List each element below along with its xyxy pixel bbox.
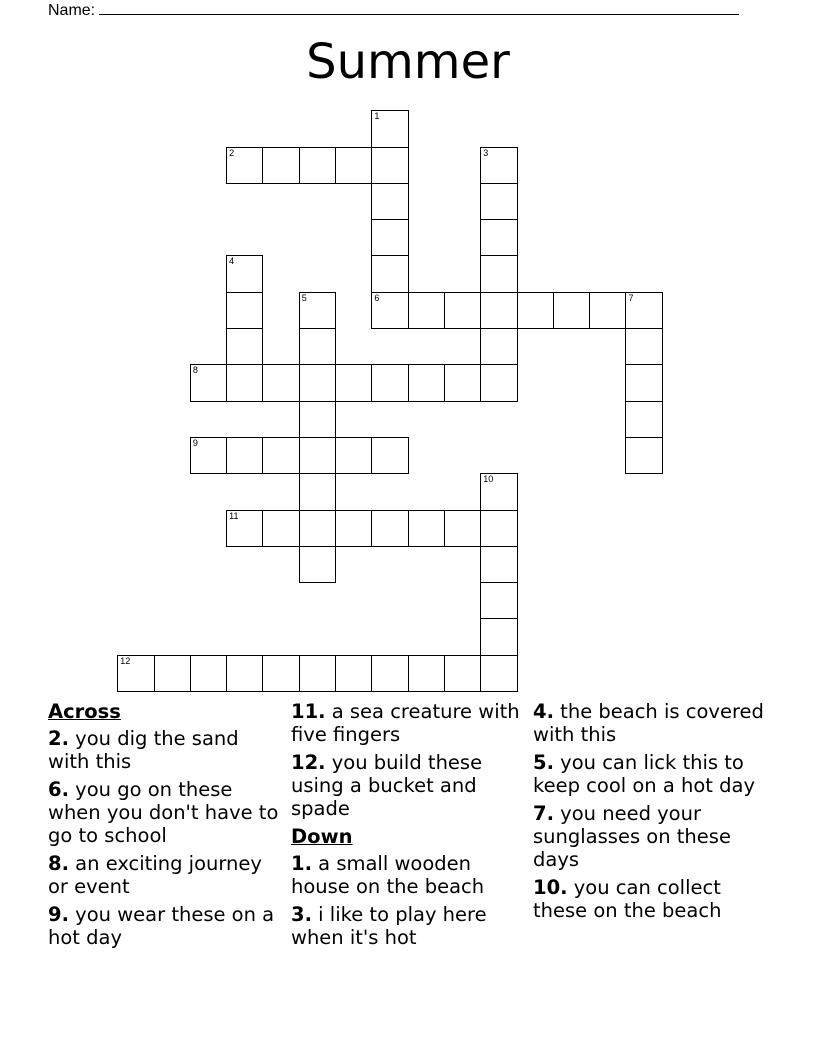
grid-cell[interactable] [226, 510, 263, 547]
clue-text: a small wooden house on the beach [291, 852, 485, 898]
grid-cell[interactable] [226, 437, 263, 474]
clue-number: 4. [533, 700, 554, 723]
grid-cell[interactable] [335, 364, 372, 401]
grid-cell[interactable] [299, 364, 336, 401]
grid-cell[interactable] [262, 364, 299, 401]
grid-cell[interactable] [444, 364, 481, 401]
grid-cell[interactable] [299, 473, 336, 510]
grid-cell[interactable] [371, 437, 408, 474]
grid-cell[interactable] [335, 147, 372, 184]
grid-cell[interactable] [190, 364, 227, 401]
grid-cell[interactable] [299, 292, 336, 329]
puzzle-title: Summer [306, 34, 510, 90]
cell-number: 5 [301, 292, 307, 303]
clue-number: 9. [48, 903, 69, 926]
clue-number: 1. [291, 852, 312, 875]
grid-cell[interactable] [480, 546, 517, 583]
grid-cell[interactable] [480, 328, 517, 365]
grid-cell[interactable] [480, 147, 517, 184]
name-label: Name: [48, 2, 96, 19]
grid-cell[interactable] [408, 510, 445, 547]
grid-cell[interactable] [190, 655, 227, 692]
grid-cell[interactable] [262, 655, 299, 692]
grid-cell[interactable] [480, 292, 517, 329]
grid-cell[interactable] [371, 219, 408, 256]
grid-cell[interactable] [553, 292, 590, 329]
grid-cell[interactable] [371, 255, 408, 292]
grid-cell[interactable] [226, 147, 263, 184]
clue-text: you can collect these on the beach [533, 876, 722, 922]
clue-number: 7. [533, 802, 554, 825]
grid-cell[interactable] [589, 292, 626, 329]
grid-cell[interactable] [625, 292, 662, 329]
grid-cell[interactable] [480, 655, 517, 692]
grid-cell[interactable] [371, 147, 408, 184]
grid-cell[interactable] [299, 328, 336, 365]
grid-cell[interactable] [480, 183, 517, 220]
grid-cell[interactable] [480, 510, 517, 547]
grid-cell[interactable] [299, 510, 336, 547]
clue-item [533, 700, 768, 746]
clue-item [48, 852, 283, 898]
across-heading: Across [48, 700, 121, 723]
clue-item [291, 852, 526, 898]
grid-cell[interactable] [226, 655, 263, 692]
clue-item [291, 903, 526, 949]
clue-text: you dig the sand with this [48, 727, 239, 773]
grid-cell[interactable] [480, 255, 517, 292]
grid-cell[interactable] [335, 437, 372, 474]
grid-cell[interactable] [408, 655, 445, 692]
grid-cell[interactable] [226, 292, 263, 329]
cell-number: 6 [374, 292, 380, 303]
clue-item [291, 700, 526, 746]
clue-number: 5. [533, 751, 554, 774]
down-heading: Down [291, 825, 353, 848]
clue-number: 11. [291, 700, 326, 723]
grid-cell[interactable] [625, 401, 662, 438]
grid-cell[interactable] [262, 437, 299, 474]
grid-cell[interactable] [625, 328, 662, 365]
clue-item [533, 876, 768, 922]
grid-cell[interactable] [335, 655, 372, 692]
grid-cell[interactable] [444, 655, 481, 692]
clue-text: you build these using a bucket and spade [291, 751, 483, 820]
clue-item [48, 778, 283, 847]
grid-cell[interactable] [480, 219, 517, 256]
grid-cell[interactable] [262, 147, 299, 184]
grid-cell[interactable] [117, 655, 154, 692]
grid-cell[interactable] [371, 510, 408, 547]
grid-cell[interactable] [480, 473, 517, 510]
clues-column-3 [533, 700, 768, 927]
cell-number: 11 [229, 510, 239, 521]
grid-cell[interactable] [226, 328, 263, 365]
grid-cell[interactable] [299, 655, 336, 692]
clue-number: 6. [48, 778, 69, 801]
cell-number: 8 [192, 365, 198, 376]
clue-text: i like to play here when it's hot [291, 903, 487, 949]
grid-cell[interactable] [371, 183, 408, 220]
clues-column-1 [48, 700, 283, 954]
grid-cell[interactable] [371, 655, 408, 692]
grid-cell[interactable] [299, 401, 336, 438]
grid-cell[interactable] [625, 437, 662, 474]
grid-cell[interactable] [408, 364, 445, 401]
clue-item [48, 903, 283, 949]
grid-cell[interactable] [371, 110, 408, 147]
grid-cell[interactable] [190, 437, 227, 474]
grid-cell[interactable] [444, 292, 481, 329]
grid-cell[interactable] [480, 618, 517, 655]
grid-cell[interactable] [299, 546, 336, 583]
clue-number: 12. [291, 751, 326, 774]
cell-number: 2 [229, 147, 235, 158]
cell-number: 4 [229, 256, 235, 267]
clues-column-2 [291, 700, 526, 954]
grid-cell[interactable] [154, 655, 191, 692]
grid-cell[interactable] [299, 437, 336, 474]
grid-cell[interactable] [408, 292, 445, 329]
grid-cell[interactable] [444, 510, 481, 547]
clue-number: 8. [48, 852, 69, 875]
grid-cell[interactable] [371, 364, 408, 401]
clue-item [533, 802, 768, 871]
clue-text: an exciting journey or event [48, 852, 262, 898]
clue-number: 2. [48, 727, 69, 750]
clue-number: 10. [533, 876, 568, 899]
grid-cell[interactable] [226, 255, 263, 292]
clue-text: you go on these when you don't have to go to school [48, 778, 279, 847]
clue-text: the beach is covered with this [533, 700, 764, 746]
grid-cell[interactable] [480, 364, 517, 401]
grid-cell[interactable] [371, 292, 408, 329]
clue-text: you need your sunglasses on these days [533, 802, 731, 871]
cell-number: 9 [192, 437, 198, 448]
cell-number: 7 [628, 292, 634, 303]
cell-number: 12 [120, 655, 131, 666]
cell-number: 10 [483, 474, 494, 485]
clue-text: a sea creature with five fingers [291, 700, 520, 746]
clue-text: you can lick this to keep cool on a hot day [533, 751, 756, 797]
grid-cell[interactable] [335, 510, 372, 547]
grid-cell[interactable] [226, 364, 263, 401]
grid-cell[interactable] [299, 147, 336, 184]
clue-item [533, 751, 768, 797]
cell-number: 1 [374, 111, 380, 122]
clue-text: you wear these on a hot day [48, 903, 275, 949]
grid-cell[interactable] [625, 364, 662, 401]
clue-item [291, 751, 526, 820]
clue-number: 3. [291, 903, 312, 926]
clue-item [48, 727, 283, 773]
grid-cell[interactable] [262, 510, 299, 547]
grid-cell[interactable] [517, 292, 554, 329]
cell-number: 3 [483, 147, 489, 158]
grid-cell[interactable] [480, 582, 517, 619]
